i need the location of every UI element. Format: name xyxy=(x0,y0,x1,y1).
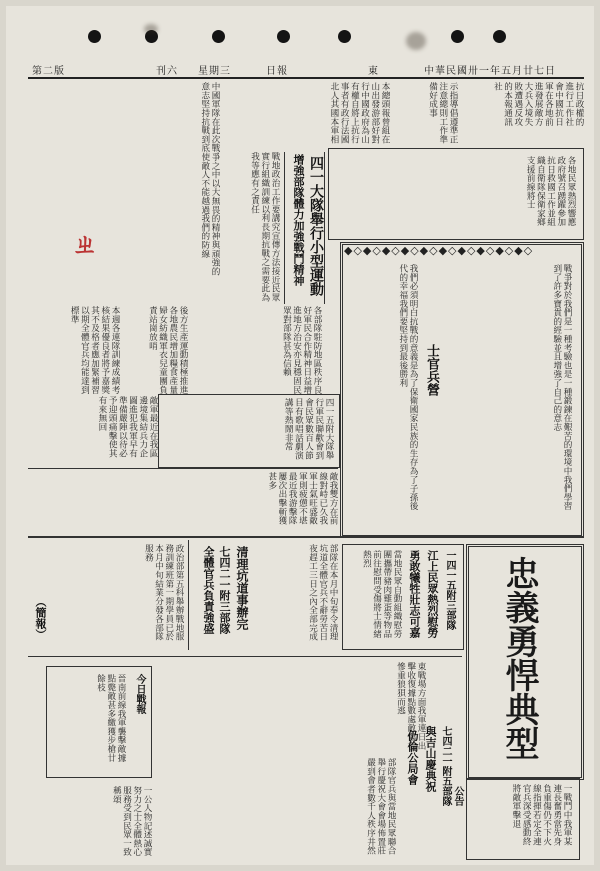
section-rule xyxy=(28,536,584,538)
ink-stain xyxy=(406,32,426,50)
left-column-article-2: 敵軍最近在我區邊境集結兵力企圖進犯我軍早有準備嚴陣以待必予迎頭痛擊使其有來無回 xyxy=(96,396,158,458)
punch-hole-4 xyxy=(277,30,290,43)
masthead xyxy=(28,61,584,79)
right-box-article: 戰爭對於我們是一種考驗也是一種鍛鍊在艱苦的環境中我們學習到了許多寶貴的經驗並且增強了自己的意志 xyxy=(551,264,572,511)
issue-weekday: 星期三 xyxy=(198,66,231,77)
section2-article-1: 部隊在本月中旬奉令清理坑道全體官兵不辭勞苦日夜趕工三日之內全部完成 xyxy=(307,544,338,641)
punch-hole-7 xyxy=(493,30,506,43)
section3-headline-2: 與吉山慶典祝 xyxy=(424,726,437,792)
punch-hole-3 xyxy=(212,30,225,43)
section2-headline-5: 江上民眾熱烈慰勞 xyxy=(426,550,439,638)
paper-name: 日報 xyxy=(266,66,288,77)
punch-hole-6 xyxy=(451,30,464,43)
section3-article-1: 東戰場方面我軍連日出擊收復據點數處敵傷亡慘重狼狽而逃 xyxy=(395,662,426,750)
upper-left-article: 中國軍隊在此次戰爭之中以大無畏的精神與頑強的意志堅持抗戰到底使敵人不能越過我們的防線 xyxy=(199,82,220,276)
section3-article-2: 部隊官兵與當地民眾聯合舉行慶祝大會會場佈置莊嚴到會者數千人秩序井然 xyxy=(365,758,396,855)
section2-headline-2: 全體官兵負責強盛 xyxy=(202,546,215,634)
middle-article: 後方生產運動積極推進各地農民增加糧食產量婦女紡織軍衣兒童團負責站崗放哨 xyxy=(147,306,188,394)
newspaper-page xyxy=(6,6,594,865)
left-column-article: 本週各連隊訓練成績考核結果優良者將予嘉獎其不及格者應加緊補習以期全體官兵均能達到標準 xyxy=(69,306,120,394)
right-article: 各地民眾熱烈響應政府號召踴躍參加抗日救國工作並組織自衛隊保衛家鄉支援前線將士 xyxy=(525,156,576,227)
top-right-article: 抗日政權的進行工作社會中國抗日軍在各地前進發展敵方大兵入境失敗遭遇反攻的本報通訊社 xyxy=(492,82,584,126)
section3-headline-1: 七四二一附五部隊 xyxy=(440,726,451,806)
brief-label: （簡報） xyxy=(34,596,47,640)
section2-headline-6: 勇敢犧牲壯志可嘉 xyxy=(408,550,421,638)
middle-band-article: 敵我雙方在前線對峙已久我軍士氣旺盛敵軍則疲憊不堪最近我游擊隊屢次出擊斬獲甚多 xyxy=(266,472,338,525)
section-rule xyxy=(28,656,462,657)
calligraphy-title: 忠義勇悍典型 xyxy=(499,556,539,760)
diamond-border: ◆◇◆◇◆◇◆◇◆◇◆◇◆◇◆◇◆◇◆◇ xyxy=(344,244,534,257)
center-column-article: 戰地政治工作要講究宣傳方法接近民眾實行組織訓練以利長期抗戰之需要此為我等應有之責任 xyxy=(249,152,280,302)
center-column-article-2: 各部隊駐防地區秩序良好軍民合作精神日益增進地方治安亦見穩固民眾對部隊甚為信賴 xyxy=(281,306,322,394)
section3-headline-3: 仍倫公局會 xyxy=(406,730,419,785)
divider xyxy=(284,152,285,304)
right-box-article-2: 我們必須明白抗戰的意義是為了保衛國家民族的生存為了子孫後代的幸福我們要堅持到最後勝利 xyxy=(397,264,418,511)
section2-headline-1: 七四二一附三部隊 xyxy=(218,546,231,634)
mid-frame-article: 四一五附大隊舉行軍民聯歡會到會民眾數百人節目有歌唱話劇演講等熱鬧非常 xyxy=(283,398,334,460)
issue-date: 中華民國卅一年五月廿七日 xyxy=(424,66,556,77)
top-notice: 示指導倡遵準正注意總則工作準備好成事 xyxy=(427,82,458,144)
issue-number: 刊六 xyxy=(156,66,178,77)
section2-headline-3: 清理坑道事辦完 xyxy=(235,546,249,630)
headline-main: 四一大隊舉行小型運動 xyxy=(308,156,324,296)
ink-stain-2 xyxy=(144,24,158,34)
section2-headline-4: 一四一五附三部隊 xyxy=(444,550,455,630)
top-left-article: 本總頭報曾組在山出發游部好對行中國政府為山有權自將上抗行事者有政行法國北人其國本軍相 xyxy=(328,82,390,144)
table-text: 晉南前線我軍襲擊敵據點斃敵甚多繳獲步槍廿餘枝 xyxy=(95,674,126,762)
bottom-right-article: 一戰鬥中我軍某連長奮勇當先身負重傷仍不下火線指揮若定全連官兵深受感動終將敵軍擊退 xyxy=(510,784,572,846)
corner-note: 公告 xyxy=(452,786,463,806)
section2-article-2: 當地民眾自動組織慰勞團攜帶豬肉雞蛋等物品前往慰問受傷將士情緒熱烈 xyxy=(361,550,402,638)
right-box-title: 士官兵營 xyxy=(424,344,439,396)
band-rule xyxy=(28,468,338,469)
divider xyxy=(188,540,189,650)
punch-hole-1 xyxy=(88,30,101,43)
section3-bottom-article: 一公人物記述誠實努力之士全體熱心服務受到民眾一致稱頌 xyxy=(111,786,152,857)
red-mark: ㄓ xyxy=(72,230,99,260)
punch-hole-5 xyxy=(338,30,351,43)
headline-sub: 增強部隊體力加強戰鬥精神 xyxy=(292,154,305,286)
paper-name-right: 東 xyxy=(368,66,379,77)
page-info: 第二版 xyxy=(32,66,65,77)
brief-article: 政治部第五科舉辦戰地服務訓練班第一期學員已於本月中旬結業分發各部隊服務 xyxy=(143,544,184,641)
table-title: 今日戰報 xyxy=(134,674,145,714)
